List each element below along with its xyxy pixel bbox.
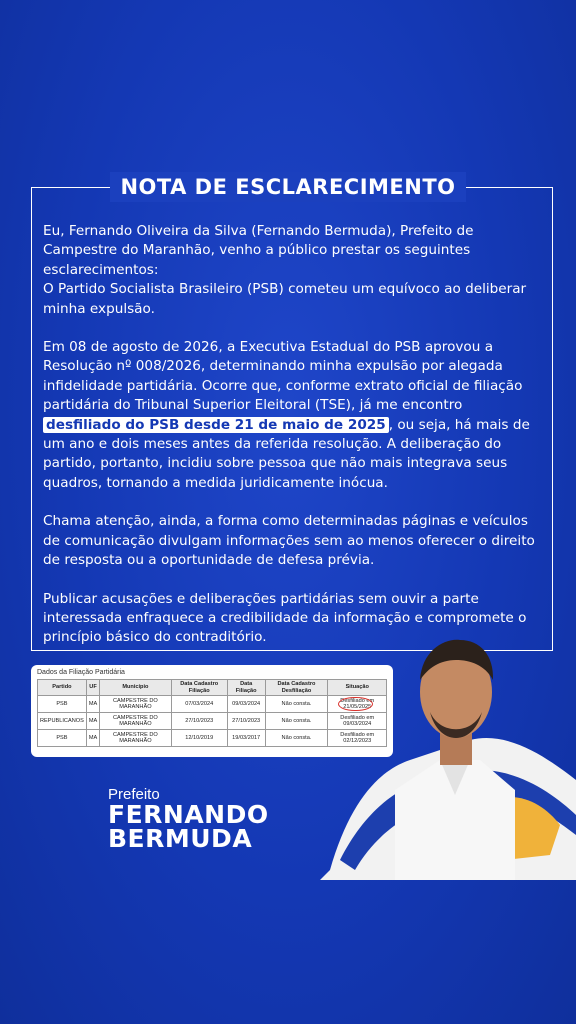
paragraph-1-text: Eu, Fernando Oliveira da Silva (Fernando Bermuda), Prefeito de Campestre do Maranhão, venho a público prestar os seguintes esclarecimentos: [43,223,474,278]
statement-body [43,222,538,667]
paragraph-3: Chama atenção, ainda, a forma como determinadas páginas e veículos de comunicação divulgam informações sem ao menos oferecer o direito de resposta ou a oportunidade de defesa prévia. [43,513,535,569]
mayor-portrait-illustration [320,620,576,880]
cell-disaffiliation-date: Não consta. [265,696,328,713]
logo-name-line2: BERMUDA [108,824,253,853]
paragraph-1b-text: O Partido Socialista Brasileiro (PSB) cometeu um equívoco ao deliberar minha expulsão. [43,281,527,317]
cell-municipality: CAMPESTRE DO MARANHÃO [100,730,171,747]
header-disaffiliation-date: Data Cadastro Desfiliação [265,680,328,696]
header-affiliation-date: Data Filiação [227,680,265,696]
cell-party: PSB [38,730,87,747]
cell-municipality: CAMPESTRE DO MARANHÃO [100,696,171,713]
header-municipality: Município [100,680,171,696]
cell-registration-date: 27/10/2023 [171,713,227,730]
header-party: Partido [38,680,87,696]
cell-disaffiliation-date: Não consta. [265,730,328,747]
cell-status: Desfiliado em 02/12/2023 [328,730,387,747]
cell-disaffiliation-date: Não consta. [265,713,328,730]
paragraph-2a-text: Em 08 de agosto de 2026, a Executiva Estadual do PSB aprovou a Resolução nº 008/2026, determinando minha expulsão por alegada infidelidade partidária. Ocorre que, conforme extrato oficial de filiação partidária do Tribunal Superior Eleitoral (TSE), já me encontro [43,339,523,414]
cell-affiliation-date: 27/10/2023 [227,713,265,730]
cell-status: Desfiliado em 09/03/2024 [328,713,387,730]
cell-party: REPUBLICANOS [38,713,87,730]
paragraph-1 [43,222,538,319]
header-registration-date: Data Cadastro Filiação [171,680,227,696]
statement-title: NOTA DE ESCLARECIMENTO [110,172,465,202]
cell-uf: MA [86,696,99,713]
logo-name-line1: FERNANDO [108,800,269,829]
header-uf: UF [86,680,99,696]
highlight-disaffiliation: desfiliado do PSB desde 21 de maio de 2025 [43,417,389,433]
table-caption: Dados da Filiação Partidária [37,669,125,676]
paragraph-2b-text: , ou seja, há mais de um ano e dois meses antes da referida resolução. A deliberação do partido, portanto, incidiu sobre pessoa que não mais integrava seus quadros, tornando a medida juridicamente inócua. [43,416,530,491]
paragraph-4: Publicar acusações e deliberações partidárias sem ouvir a parte interessada enfraquece a credibilidade da informação e compromete o princípio básico do contraditório. [43,590,527,646]
logo-prefix: Prefeito [108,786,160,803]
header-status: Situação [328,680,387,696]
cell-uf: MA [86,713,99,730]
cell-registration-date: 12/10/2019 [171,730,227,747]
statement-title-wrap [0,172,576,202]
cell-affiliation-date: 19/03/2017 [227,730,265,747]
mayor-logo [108,786,269,851]
cell-municipality: CAMPESTRE DO MARANHÃO [100,713,171,730]
cell-affiliation-date: 09/03/2024 [227,696,265,713]
cell-registration-date: 07/03/2024 [171,696,227,713]
circled-status: Desfiliado em 21/05/2025 [340,697,375,710]
paragraph-2 [43,338,538,493]
cell-party: PSB [38,696,87,713]
cell-uf: MA [86,730,99,747]
